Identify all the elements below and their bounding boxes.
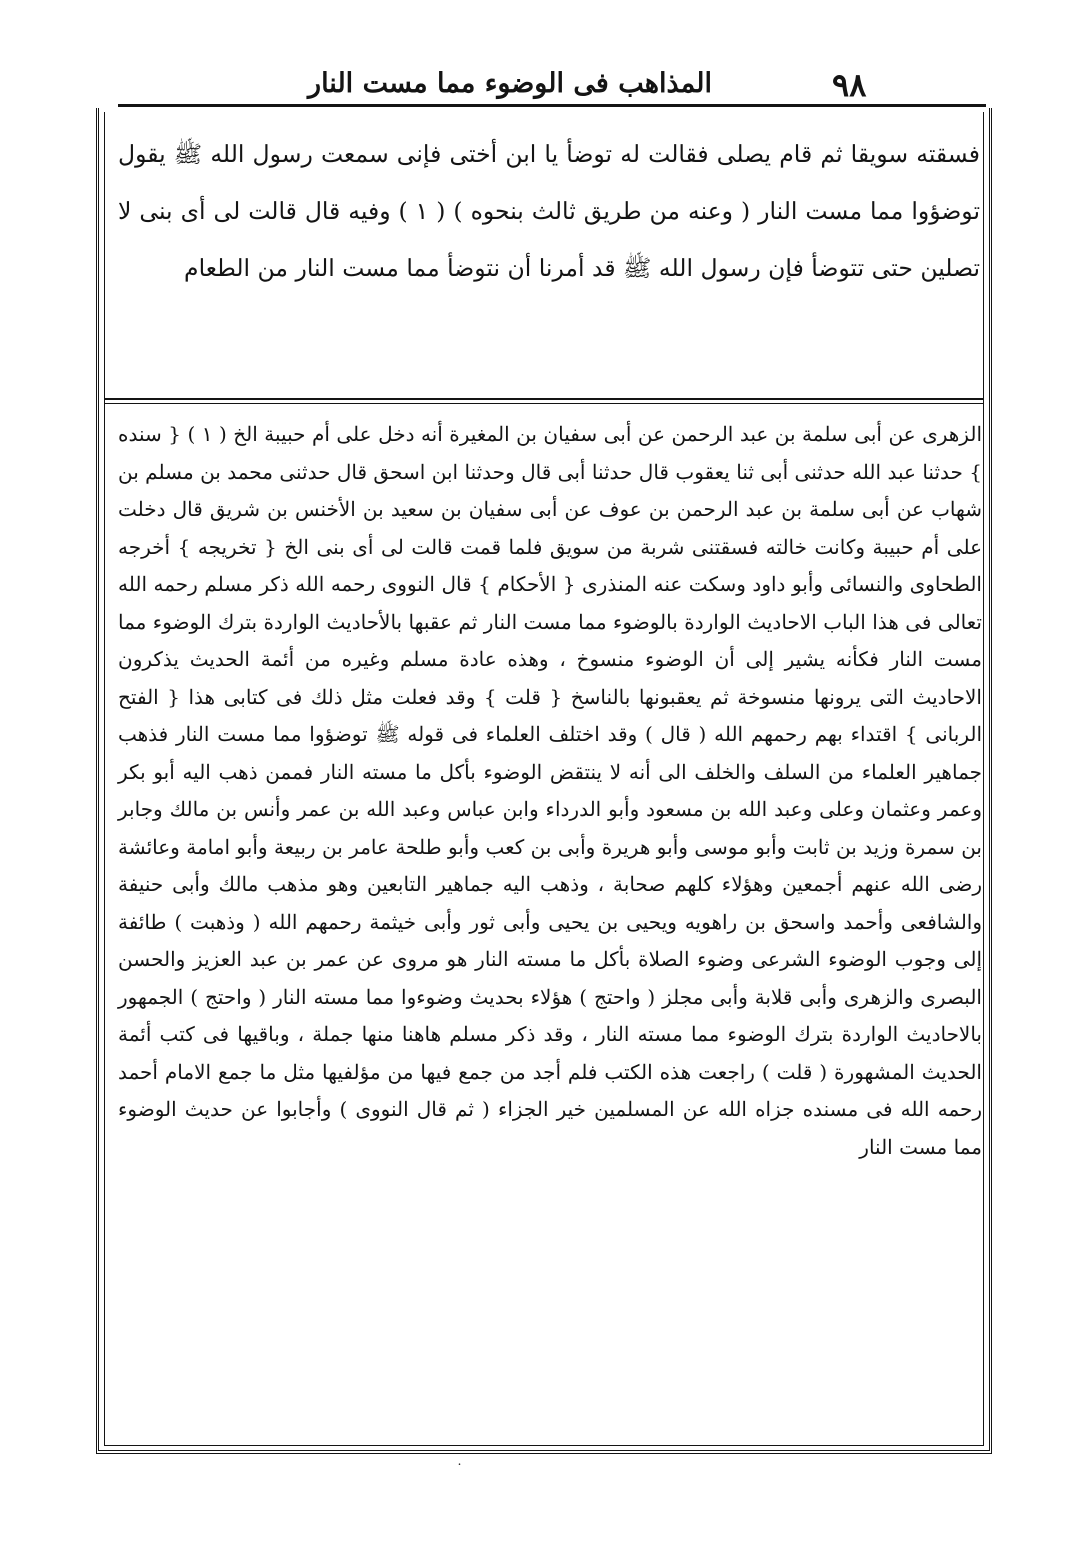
hadith-text: فسقته سويقا ثم قام يصلى فقالت له توضأ يا ابن أختى فإنى سمعت رسول الله ﷺ يقول توضؤوا مما مست النار ( وعنه من طريق ثالث بنحوه ) ( ١ ) وفيه قال قالت لى أى بنى لا تصلين حتى تتوضأ فإن رسول الله ﷺ قد أمرنا أن نتوضأ مما مست النار من الطعام	[118, 140, 980, 282]
section-divider-thin	[104, 403, 984, 404]
page-number: ٩٨	[832, 66, 867, 104]
running-title: المذاهب فى الوضوء مما مست النار	[308, 68, 712, 99]
print-speck: ˙	[456, 1462, 463, 1478]
section-divider	[104, 398, 984, 400]
commentary-text: الزهرى عن أبى سلمة بن عبد الرحمن عن أبى سفيان بن المغيرة أنه دخل على أم حبيبة الخ ( ١ ) { سنده } حدثنا عبد الله حدثنى أبى ثنا يعقوب قال حدثنا أبى قال وحدثنا ابن اسحق قال حدثنى محمد بن مسلم بن شهاب عن أبى سلمة بن عبد الرحمن بن عوف عن أبى سفيان بن سعيد بن الأخنس بن شريق قال دخلت على أم حبيبة وكانت خالته فسقتنى شربة من سويق فلما قمت قالت لى أى بنى الخ { تخريجه } أخرجه الطحاوى والنسائى وأبو داود وسكت عنه المنذرى { الأحكام } قال النووى رحمه الله ذكر مسلم رحمه الله تعالى فى هذا الباب الاحاديث الواردة بالوضوء مما مست النار ثم عقبها بالأحاديث الواردة بترك الوضوء مما مست النار فكأنه يشير إلى أن الوضوء منسوخ ، وهذه عادة مسلم وغيره من أئمة الحديث يذكرون الاحاديث التى يرونها منسوخة ثم يعقبونها بالناسخ { قلت } وقد فعلت مثل ذلك فى كتابى هذا { الفتح الربانى } اقتداء بهم رحمهم الله ( قال ) وقد اختلف العلماء فى قوله ﷺ توضؤوا مما مست النار فذهب جماهير العلماء من السلف والخلف الى أنه لا ينتقض الوضوء بأكل ما مسته النار فممن ذهب اليه أبو بكر وعمر وعثمان وعلى وعبد الله بن مسعود وأبو الدرداء وابن عباس وعبد الله بن عمر وأنس بن مالك وجابر بن سمرة وزيد بن ثابت وأبو موسى وأبو هريرة وأبى بن كعب وأبو طلحة عامر بن ربيعة وأبو امامة وعائشة رضى الله عنهم أجمعين وهؤلاء كلهم صحابة ، وذهب اليه جماهير التابعين وهو مذهب مالك وأبى حنيفة والشافعى وأحمد واسحق بن راهويه ويحيى بن يحيى وأبى ثور وأبى خيثمة رحمهم الله ( وذهبت ) طائفة إلى وجوب الوضوء الشرعى وضوء الصلاة بأكل ما مسته النار هو مروى عن عمر بن عبد العزيز والحسن البصرى والزهرى وأبى قلابة وأبى مجلز ( واحتج ) هؤلاء بحديث وضوءوا مما مسته النار ( واحتج ) الجمهور بالاحاديث الواردة بترك الوضوء مما مسته النار ، وقد ذكر مسلم هاهنا منها جملة ، وباقيها فى كتب أئمة الحديث المشهورة ( قلت ) راجعت هذه الكتب فلم أجد من جمع فيها من مؤلفيها مثل ما جمع الامام أحمد رحمه الله فى مسنده جزاه الله عن المسلمين خير الجزاء ( ثم قال النووى ) وأجابوا عن حديث الوضوء مما مست النار	[118, 422, 983, 1159]
header-rule	[118, 104, 986, 107]
